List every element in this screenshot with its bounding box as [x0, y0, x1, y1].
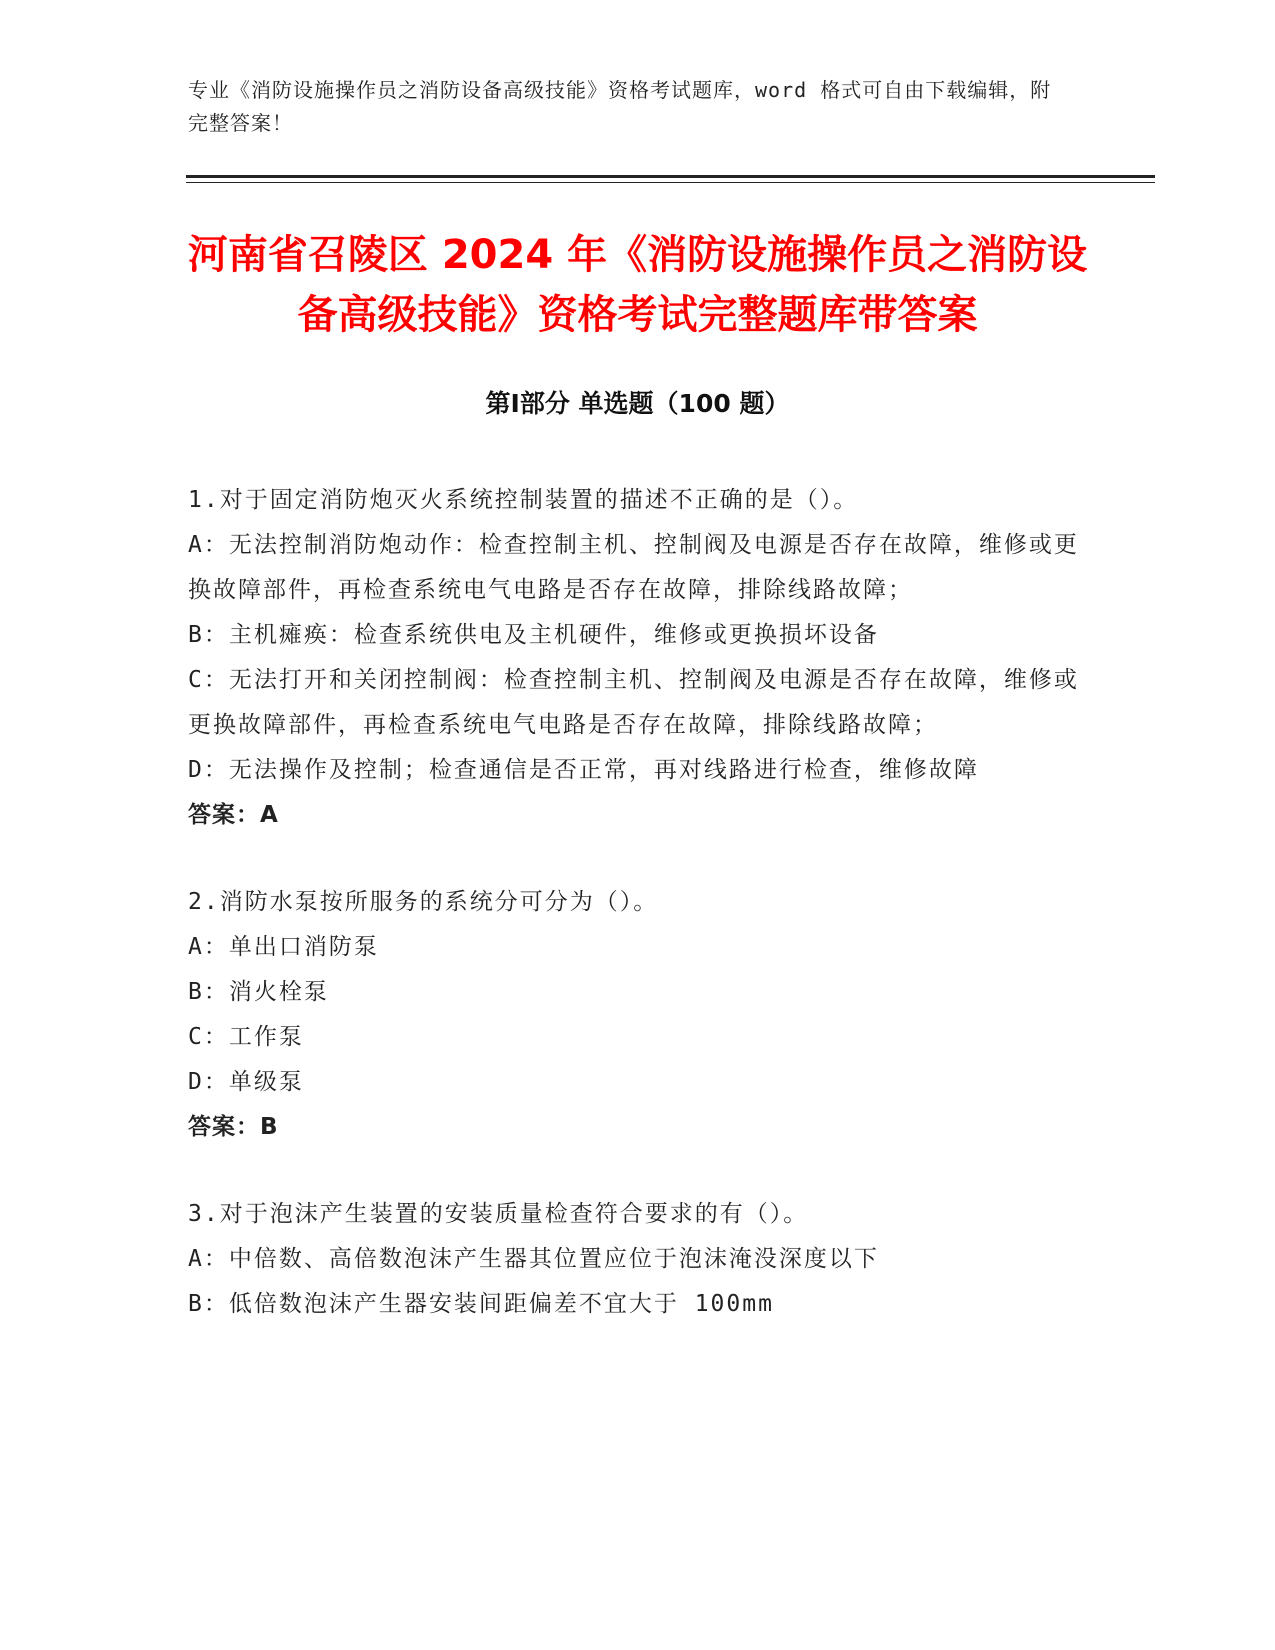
option-a: A：中倍数、高倍数泡沫产生器其位置应位于泡沫淹没深度以下: [188, 1246, 879, 1272]
question-3: [188, 1192, 1088, 1327]
section-heading: 第Ⅰ部分 单选题（100 题）: [485, 389, 790, 418]
question-list: [188, 478, 1088, 1369]
option-a: A：无法控制消防炮动作：检查控制主机、控制阀及电源是否存在故障，维修或更换故障部件，再检查系统电气电路是否存在故障，排除线路故障；: [188, 532, 1079, 603]
answer: 答案：B: [188, 1114, 279, 1140]
option-d: D：无法操作及控制；检查通信是否正常，再对线路进行检查，维修故障: [188, 757, 979, 783]
option-b: B：低倍数泡沫产生器安装间距偏差不宜大于 100mm: [188, 1291, 774, 1317]
question-1: [188, 478, 1088, 838]
document-title: 河南省召陵区 2024 年《消防设施操作员之消防设备高级技能》资格考试完整题库带答案: [187, 232, 1088, 338]
option-c: C：工作泵: [188, 1024, 304, 1050]
header-divider-thin: [186, 182, 1155, 183]
header-divider-thick: [186, 175, 1155, 178]
header-note: 专业《消防设施操作员之消防设备高级技能》资格考试题库，word 格式可自由下载编辑，附完整答案！: [188, 78, 1052, 135]
option-b: B：主机瘫痪：检查系统供电及主机硬件，维修或更换损坏设备: [188, 622, 879, 648]
answer: 答案：A: [188, 802, 279, 828]
question-stem: 1.对于固定消防炮灭火系统控制装置的描述不正确的是（）。: [188, 487, 859, 513]
option-a: A：单出口消防泵: [188, 934, 379, 960]
question-stem: 3.对于泡沫产生装置的安装质量检查符合要求的有（）。: [188, 1201, 809, 1227]
option-c: C：无法打开和关闭控制阀：检查控制主机、控制阀及电源是否存在故障，维修或更换故障部件，再检查系统电气电路是否存在故障，排除线路故障；: [188, 667, 1079, 738]
option-b: B：消火栓泵: [188, 979, 329, 1005]
question-stem: 2.消防水泵按所服务的系统分可分为（）。: [188, 889, 659, 915]
option-d: D：单级泵: [188, 1069, 304, 1095]
question-2: [188, 880, 1088, 1150]
